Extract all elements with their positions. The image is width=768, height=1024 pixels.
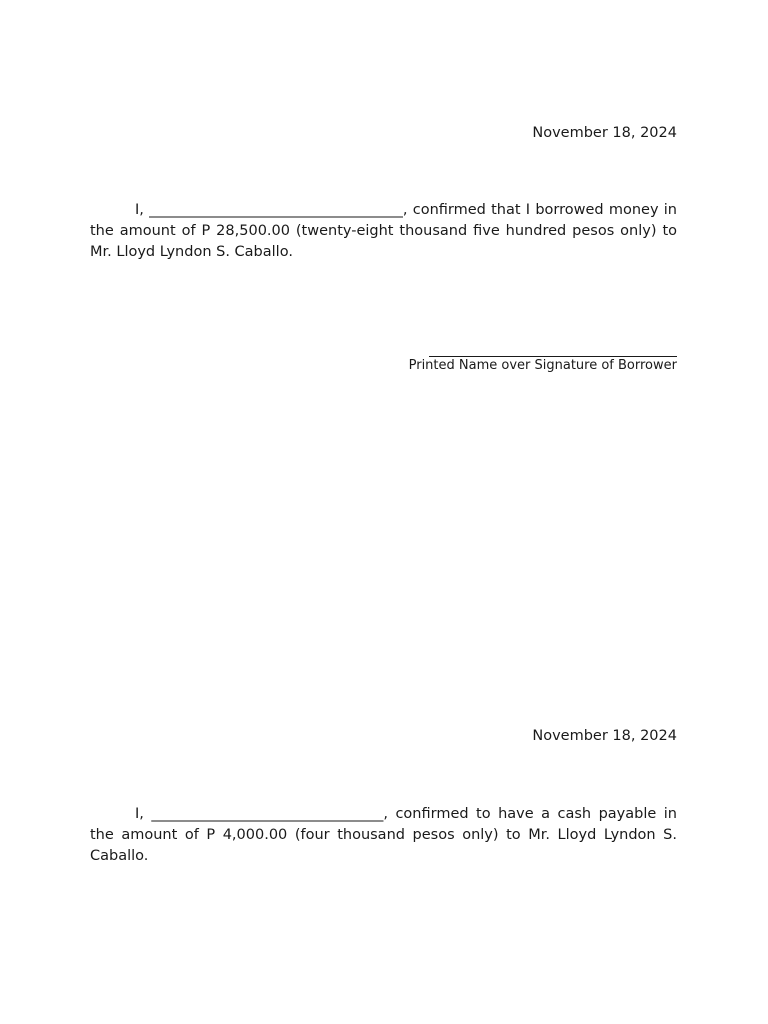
date-section-1: November 18, 2024 [532, 125, 677, 141]
borrow-confirmation-paragraph: I, ___________________________________, confirmed that I borrowed money in the amount of P 28,500.00 (twenty-eight thousand five hundred pesos only) to Mr. Lloyd Lyndon S. Caballo. [90, 201, 677, 260]
payable-confirmation-paragraph: I, ________________________________, confirmed to have a cash payable in the amount of P 4,000.00 (four thousand pesos only) to Mr. Lloyd Lyndon S. Caballo. [90, 805, 677, 864]
signature-block [409, 345, 677, 374]
signature-line [429, 345, 677, 357]
signature-caption: Printed Name over Signature of Borrower [408, 358, 677, 373]
date-section-2: November 18, 2024 [532, 728, 677, 744]
